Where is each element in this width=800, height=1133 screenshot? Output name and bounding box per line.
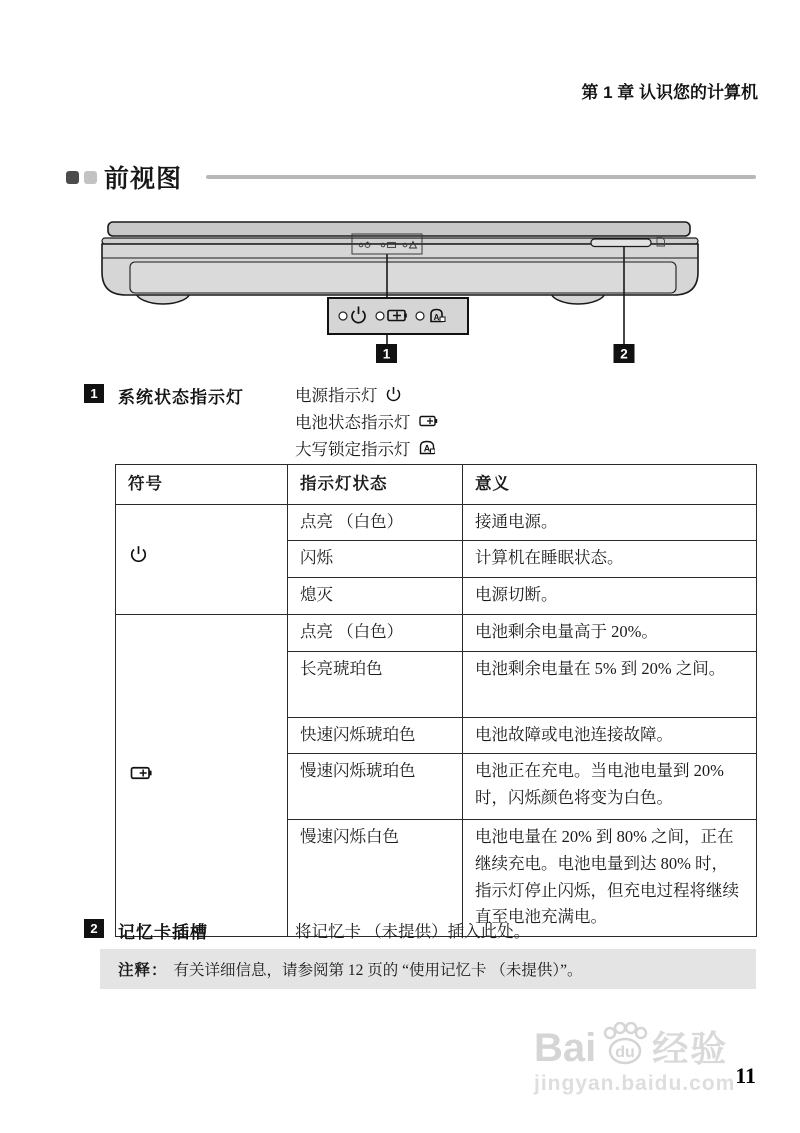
power-icon (130, 545, 147, 563)
memory-card-slot (591, 239, 651, 247)
item-2-label: 记忆卡插槽 (118, 923, 208, 942)
caps-lock-indicator-line (295, 434, 439, 461)
state-cell: 点亮 （白色） (288, 504, 463, 541)
meaning-cell: 电池正在充电。当电池电量到 20% 时，闪烁颜色将变为白色。 (463, 754, 757, 820)
table-row (116, 504, 757, 541)
meaning-cell: 电池剩余电量高于 20%。 (463, 614, 757, 651)
meaning-cell: 计算机在睡眠状态。 (463, 541, 757, 578)
caps-lock-icon (419, 440, 435, 455)
indicator-status-table (115, 464, 757, 937)
col-header-meaning: 意义 (463, 465, 757, 505)
battery-icon (419, 415, 439, 427)
table-row (116, 614, 757, 651)
section-title: 前视图 (104, 165, 183, 193)
svg-text:A: A (433, 313, 440, 322)
power-indicator-line (295, 380, 439, 407)
item-1-indicator-list (295, 380, 439, 461)
state-cell: 慢速闪烁琥珀色 (288, 754, 463, 820)
page-number: 11 (735, 1063, 756, 1088)
power-indicator-text: 电源指示灯 (295, 385, 378, 405)
watermark-url: jingyan.baidu.com (534, 1072, 736, 1095)
note-label: 注释： (118, 962, 168, 979)
state-cell: 慢速闪烁白色 (288, 820, 463, 937)
meaning-cell: 电池剩余电量在 5% 到 20% 之间。 (463, 651, 757, 717)
item-1-marker: 1 (84, 384, 104, 403)
laptop-front-view-figure (100, 218, 700, 368)
col-header-state: 指示灯状态 (288, 465, 463, 505)
meaning-cell: 电池故障或电池连接故障。 (463, 717, 757, 754)
callout-2-number: 2 (620, 346, 628, 362)
state-cell: 熄灭 (288, 578, 463, 615)
item-2-description: 将记忆卡 （未提供）插入此处。 (295, 922, 531, 941)
watermark-brand-prefix: Bai (534, 1026, 597, 1070)
laptop-front-panel (130, 262, 676, 293)
section-heading (66, 163, 756, 195)
watermark-brand (534, 1022, 774, 1068)
table-header-row (116, 465, 757, 505)
meaning-cell: 电源切断。 (463, 578, 757, 615)
watermark-brand-cn: 经验 (652, 1028, 729, 1069)
watermark-brand-suffix: du (615, 1044, 636, 1061)
callout-1-number: 1 (382, 346, 391, 362)
power-icon (386, 386, 401, 402)
battery-icon (130, 766, 154, 780)
svg-text:A: A (423, 443, 430, 454)
col-header-symbol: 符号 (116, 465, 288, 505)
item-2-marker: 2 (84, 919, 104, 938)
chapter-header: 第 1 章 认识您的计算机 (581, 83, 758, 102)
baidu-paw-icon (598, 1022, 650, 1068)
bullet-square-light (84, 171, 97, 184)
item-1-label: 系统状态指示灯 (118, 388, 244, 407)
battery-symbol-cell (116, 614, 288, 936)
state-cell: 快速闪烁琥珀色 (288, 717, 463, 754)
bullet-square-dark (66, 171, 79, 184)
power-symbol-cell (116, 504, 288, 614)
note-text: 有关详细信息，请参阅第 12 页的 “使用记忆卡 （未提供）”。 (173, 962, 583, 979)
state-cell: 长亮琥珀色 (288, 651, 463, 717)
note-bar (100, 949, 756, 989)
battery-indicator-text: 电池状态指示灯 (295, 412, 411, 432)
caps-lock-indicator-text: 大写锁定指示灯 (295, 439, 411, 459)
section-divider (206, 175, 756, 179)
meaning-cell: 电池电量在 20% 到 80% 之间，正在继续充电。电池电量到达 80% 时，指示灯停止闪烁，但充电过程将继续直至电池充满电。 (463, 820, 757, 937)
state-cell: 点亮 （白色） (288, 614, 463, 651)
meaning-cell: 接通电源。 (463, 504, 757, 541)
state-cell: 闪烁 (288, 541, 463, 578)
battery-indicator-line (295, 407, 439, 434)
